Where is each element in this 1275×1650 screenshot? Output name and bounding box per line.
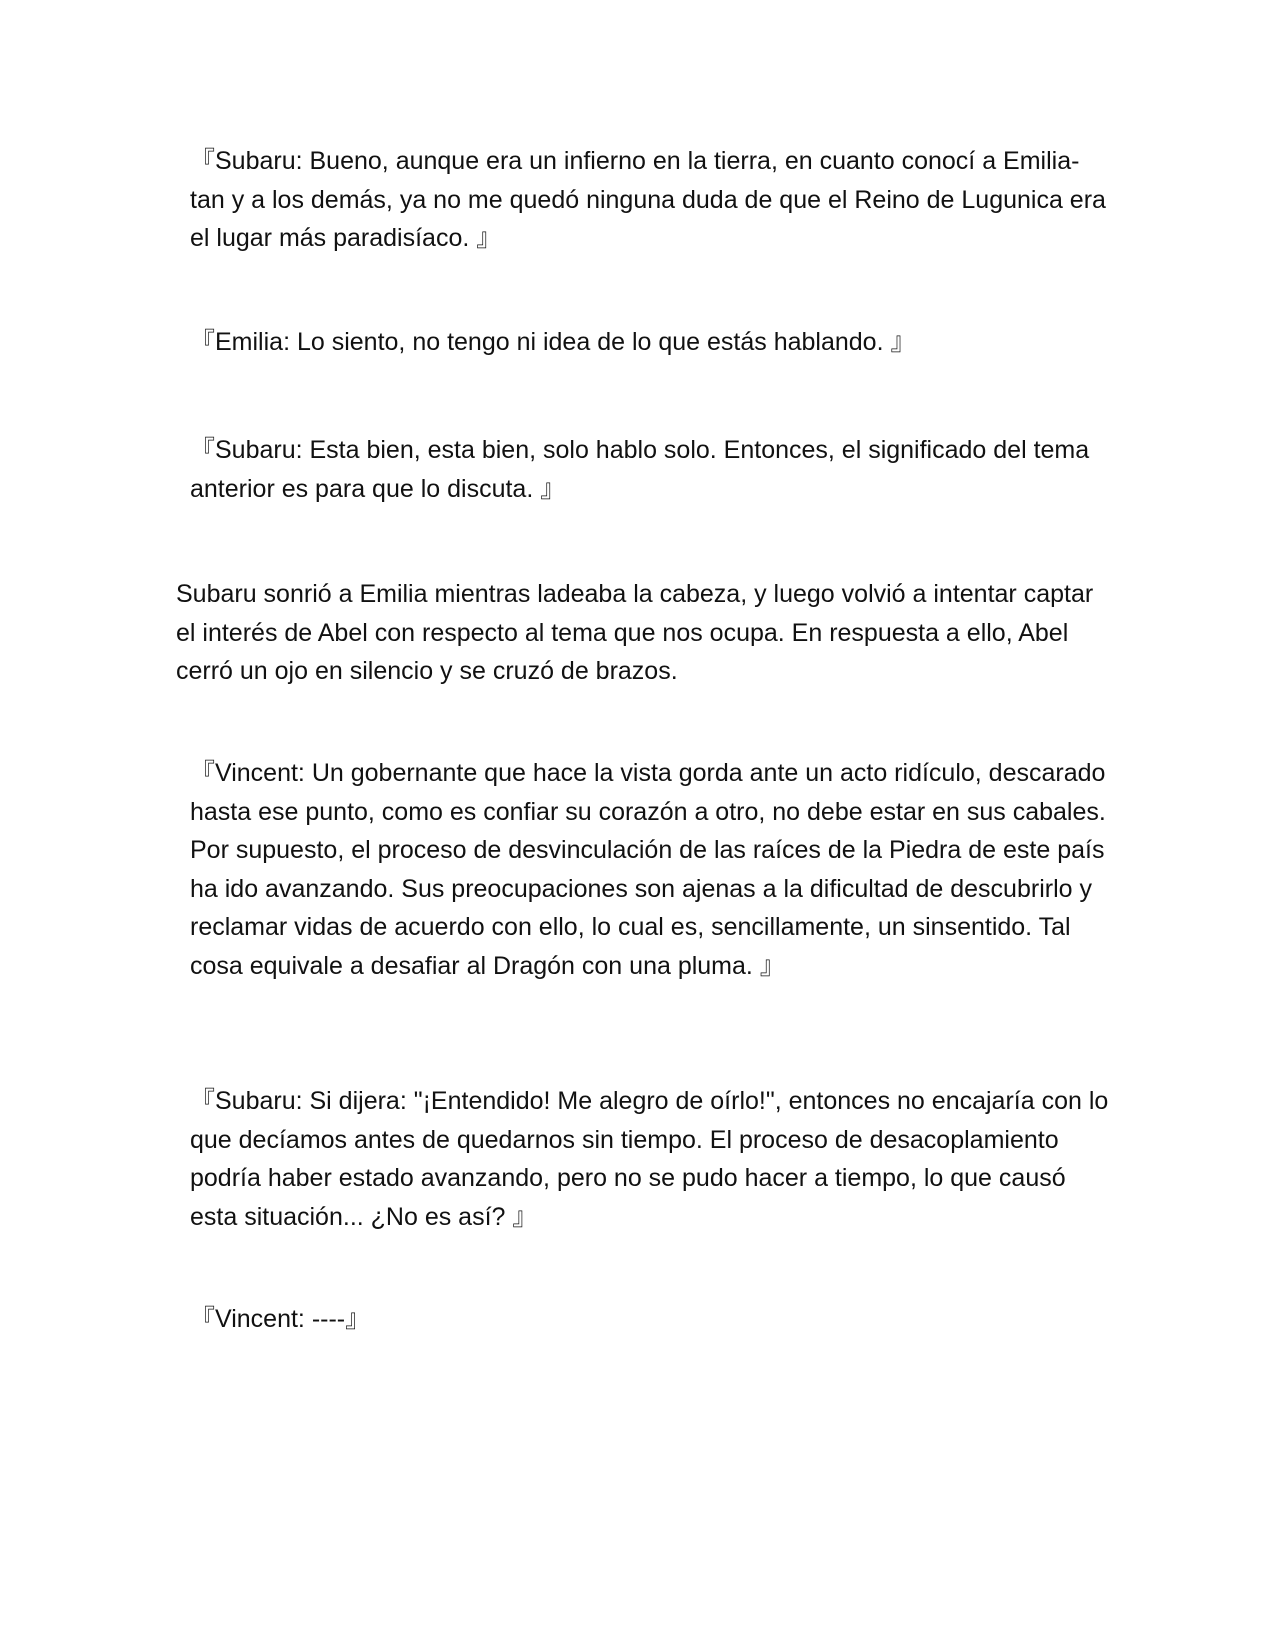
paragraph-emilia-1: 『Emilia: Lo siento, no tengo ni idea de lo que estás hablando. 』 (190, 328, 916, 356)
paragraph-vincent-2: 『Vincent: ----』 (190, 1305, 371, 1333)
paragraph-subaru-1: 『Subaru: Bueno, aunque era un infierno en la tierra, en cuanto conocí a Emilia-tan y a los demás, ya no me quedó ninguna duda de que el Reino de Lugunica era el lugar más paradisíaco. 』 (190, 147, 1106, 252)
paragraph-subaru-2: 『Subaru: Esta bien, esta bien, solo hablo solo. Entonces, el significado del tema anterior es para que lo discuta. 』 (190, 436, 1090, 503)
paragraph-vincent-1: 『Vincent: Un gobernante que hace la vista gorda ante un acto ridículo, descarado hasta ese punto, como es confiar su corazón a otro, no debe estar en sus cabales. Por supuesto, el proceso de desvinculación de las raíces de la Piedra de este país ha ido avanzando. Sus preocupaciones son ajenas a la dificultad de descubrirlo y reclamar vidas de acuerdo con ello, lo cual es, sencillamente, un sinsentido. Tal cosa equivale a desafiar al Dragón con una pluma. 』 (190, 759, 1106, 980)
paragraph-narration: Subaru sonrió a Emilia mientras ladeaba la cabeza, y luego volvió a intentar captar el interés de Abel con respecto al tema que nos ocupa. En respuesta a ello, Abel cerró un ojo en silencio y se cruzó de brazos. (176, 580, 1094, 685)
paragraph-subaru-3: 『Subaru: Si dijera: "¡Entendido! Me alegro de oírlo!", entonces no encajaría con lo que decíamos antes de quedarnos sin tiempo. El proceso de desacoplamiento podría haber estado avanzando, pero no se pudo hacer a tiempo, lo que causó esta situación... ¿No es así? 』 (190, 1087, 1109, 1231)
